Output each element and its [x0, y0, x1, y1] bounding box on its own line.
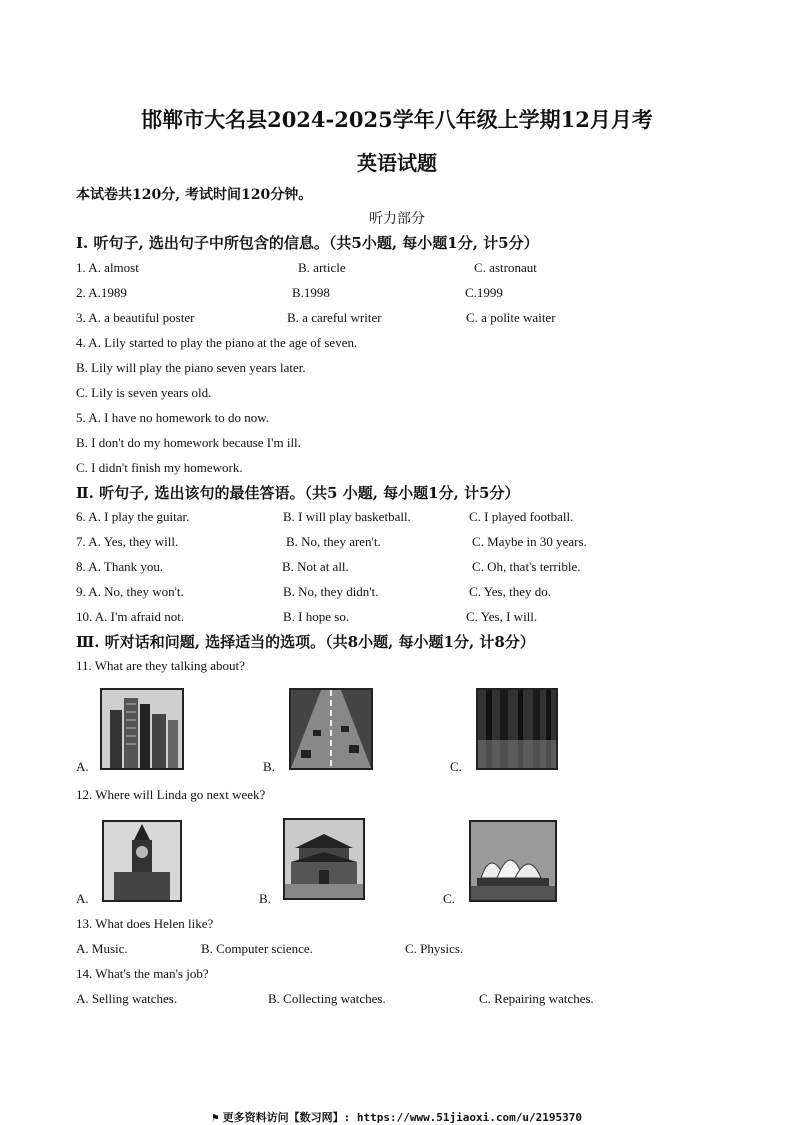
q11-picture-c — [476, 688, 558, 770]
section-3-heading: Ⅲ. 听对话和问题, 选择适当的选项。（共8小题, 每小题1分, 计8分） — [76, 633, 535, 651]
q12-picture-b — [283, 818, 365, 900]
q3-option-a: 3. A. a beautiful poster — [76, 310, 195, 325]
page-subtitle: 英语试题 — [357, 151, 437, 175]
q14-option-b: B. Collecting watches. — [268, 991, 386, 1006]
flag-icon: ⚑ — [211, 1111, 219, 1124]
q11-label-c: C. — [450, 759, 462, 774]
q3-option-b: B. a careful writer — [287, 310, 382, 325]
q13-option-c: C. Physics. — [405, 941, 464, 956]
q2-option-a: 2. A.1989 — [76, 285, 127, 300]
q11-picture-a — [100, 688, 184, 770]
forest-picture-icon — [478, 690, 556, 768]
page-title: 邯郸市大名县2024-2025学年八年级上学期12月月考 — [141, 107, 653, 132]
q6-option-b: B. I will play basketball. — [283, 509, 411, 524]
q1-option-c: C. astronaut — [474, 260, 537, 275]
q12-label-a: A. — [76, 891, 89, 906]
big-ben-picture-icon — [104, 822, 180, 900]
q12-picture-c — [469, 820, 557, 902]
q3-option-c: C. a polite waiter — [466, 310, 556, 325]
traffic-road-picture-icon — [291, 690, 371, 768]
q7-option-a: 7. A. Yes, they will. — [76, 534, 179, 549]
q10-option-c: C. Yes, I will. — [466, 609, 538, 624]
q10-option-b: B. I hope so. — [283, 609, 350, 624]
q11-label-b: B. — [263, 759, 275, 774]
q13-option-b: B. Computer science. — [201, 941, 313, 956]
q7-option-c: C. Maybe in 30 years. — [472, 534, 587, 549]
skyscrapers-picture-icon — [102, 690, 182, 768]
q6-option-a: 6. A. I play the guitar. — [76, 509, 190, 524]
q10-option-a: 10. A. I'm afraid not. — [76, 609, 185, 624]
q2-option-b: B.1998 — [292, 285, 330, 300]
q1-option-b: B. article — [298, 260, 346, 275]
section-1-heading: I. 听句子, 选出句子中所包含的信息。（共5小题, 每小题1分, 计5分） — [76, 234, 539, 252]
q14-option-a: A. Selling watches. — [76, 991, 178, 1006]
q9-option-c: C. Yes, they do. — [469, 584, 551, 599]
q11-label-a: A. — [76, 759, 89, 774]
q8-option-b: B. Not at all. — [282, 559, 349, 574]
q8-option-c: C. Oh, that's terrible. — [472, 559, 581, 574]
q4-option-a: 4. A. Lily started to play the piano at the age of seven. — [76, 335, 358, 350]
q5-option-a: 5. A. I have no homework to do now. — [76, 410, 270, 425]
q12-picture-a — [102, 820, 182, 902]
q5-option-c: C. I didn't finish my homework. — [76, 460, 243, 475]
q14-stem: 14. What's the man's job? — [76, 966, 209, 981]
q9-option-a: 9. A. No, they won't. — [76, 584, 184, 599]
q11-stem: 11. What are they talking about? — [76, 658, 245, 673]
q7-option-b: B. No, they aren't. — [286, 534, 381, 549]
q12-label-c: C. — [443, 891, 455, 906]
q11-picture-b — [289, 688, 373, 770]
q8-option-a: 8. A. Thank you. — [76, 559, 164, 574]
q13-stem: 13. What does Helen like? — [76, 916, 214, 931]
q1-option-a: 1. A. almost — [76, 260, 139, 275]
sydney-opera-house-picture-icon — [471, 822, 555, 900]
q9-option-b: B. No, they didn't. — [283, 584, 379, 599]
exam-intro: 本试卷共120分, 考试时间120分钟。 — [76, 187, 313, 203]
q2-option-c: C.1999 — [465, 285, 503, 300]
q6-option-c: C. I played football. — [469, 509, 574, 524]
q14-option-c: C. Repairing watches. — [479, 991, 594, 1006]
q12-stem: 12. Where will Linda go next week? — [76, 787, 266, 802]
q5-option-b: B. I don't do my homework because I'm ill. — [76, 435, 301, 450]
q4-option-c: C. Lily is seven years old. — [76, 385, 212, 400]
q13-option-a: A. Music. — [76, 941, 128, 956]
footer-text: 更多资料访问【数习网】: https://www.51jiaoxi.com/u/2195370 — [222, 1111, 583, 1124]
footer-link[interactable] — [0, 1109, 794, 1125]
q4-option-b: B. Lily will play the piano seven years later. — [76, 360, 306, 375]
part-heading: 听力部分 — [369, 211, 425, 227]
q12-label-b: B. — [259, 891, 271, 906]
section-2-heading: Ⅱ. 听句子, 选出该句的最佳答语。（共5 小题, 每小题1分, 计5分） — [76, 484, 520, 502]
tiananmen-picture-icon — [285, 820, 363, 898]
